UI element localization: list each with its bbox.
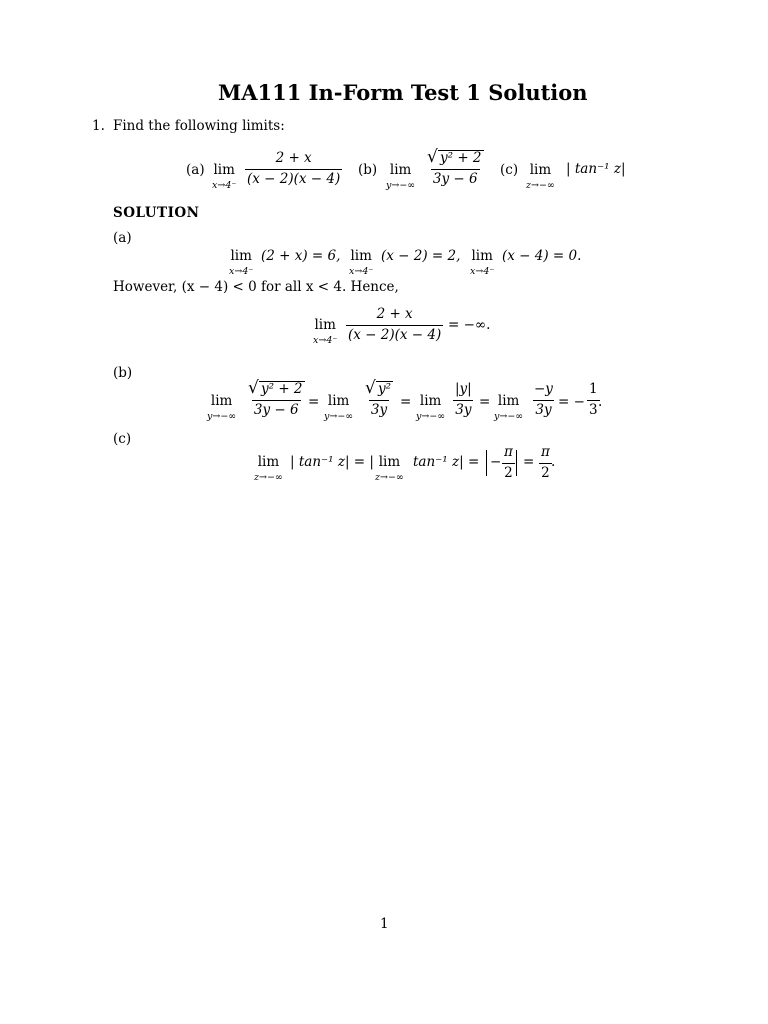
denominator: 3y — [455, 401, 472, 418]
part-b-label: (b) — [358, 162, 378, 178]
lim-word: lim — [257, 454, 280, 470]
limit-a3 — [470, 250, 494, 276]
lim-subscript: z→−∞ — [526, 179, 555, 191]
denominator: 3y − 6 — [253, 401, 299, 418]
limit-a1-expr: (2 + x) = 6, — [261, 248, 341, 264]
lim-subscript: x→4⁻ — [229, 265, 254, 277]
solution-c-label: (c) — [113, 431, 132, 447]
limit-a2-expr: (x − 2) = 2, — [381, 248, 461, 264]
denominator: 2 — [504, 464, 513, 481]
denominator: 3y — [370, 401, 388, 418]
fraction-b — [425, 147, 486, 187]
lim-word: lim — [314, 317, 336, 333]
numerator: π — [504, 444, 513, 460]
sqrt-symbol: √ — [365, 378, 376, 398]
lim-subscript: x→4⁻ — [313, 334, 338, 346]
lim-word: lim — [378, 454, 401, 470]
limit-b2 — [324, 395, 353, 421]
lim-word: lim — [210, 393, 233, 409]
numerator: 2 + x — [376, 306, 413, 322]
limit-b1 — [207, 395, 236, 421]
denominator: 3y − 6 — [432, 170, 478, 187]
lim-word: lim — [350, 248, 372, 264]
solution-a-label: (a) — [113, 230, 132, 246]
expression-c2: tan⁻¹ z| = — [413, 454, 480, 470]
period-b: . — [598, 394, 603, 410]
lim-word: lim — [327, 393, 350, 409]
numerator: 1 — [589, 381, 598, 397]
denominator: (x − 2)(x − 4) — [348, 326, 442, 343]
numerator — [363, 378, 395, 400]
expression-c: | tan⁻¹ z| — [566, 161, 626, 177]
period-c: . — [551, 454, 556, 470]
limit-a1 — [229, 250, 253, 276]
expression-c1: | tan⁻¹ z| = | — [290, 454, 374, 470]
solution-heading: SOLUTION — [113, 205, 200, 221]
fraction-b1 — [246, 378, 307, 418]
limit-a — [212, 164, 236, 190]
page-title: MA111 In-Form Test 1 Solution — [218, 80, 588, 105]
lim-subscript: x→4⁻ — [349, 265, 374, 277]
numerator: 2 + x — [275, 150, 312, 166]
equals-1: = — [308, 394, 320, 410]
lim-subscript: y→−∞ — [416, 410, 446, 422]
lim-word: lim — [389, 162, 412, 178]
lim-subscript: y→−∞ — [207, 410, 237, 422]
fraction-c1 — [502, 446, 515, 480]
fraction-a — [245, 152, 342, 186]
solution-b-label: (b) — [113, 365, 133, 381]
equals-2: = — [400, 394, 412, 410]
page-number: 1 — [380, 916, 389, 932]
numerator: |y| — [455, 381, 472, 397]
minus-sign: − — [490, 454, 502, 470]
lim-subscript: x→4⁻ — [470, 265, 495, 277]
numerator: −y — [534, 381, 553, 397]
however-text: However, (x − 4) < 0 for all x < 4. Hence, — [113, 279, 399, 295]
problem-instruction: Find the following limits: — [113, 118, 285, 134]
lim-subscript: x→4⁻ — [212, 179, 237, 191]
numerator — [425, 147, 486, 169]
part-c-label: (c) — [500, 162, 519, 178]
equals-neg: = − — [558, 394, 585, 410]
fraction-b4 — [532, 383, 555, 417]
fraction-c2 — [539, 446, 552, 480]
lim-word: lim — [419, 393, 442, 409]
lim-word: lim — [529, 162, 552, 178]
equals-c: = — [523, 454, 535, 470]
equals-3: = — [479, 394, 491, 410]
problem-number: 1. — [92, 118, 105, 134]
denominator: 3y — [535, 401, 552, 418]
lim-subscript: y→−∞ — [324, 410, 354, 422]
limit-b — [386, 164, 415, 190]
limit-c1 — [254, 456, 283, 482]
limit-a2 — [349, 250, 373, 276]
radicand: y² — [378, 381, 392, 397]
radicand: y² + 2 — [261, 381, 303, 397]
denominator: 3 — [589, 401, 598, 418]
fraction-a-final — [346, 308, 443, 342]
result-a: = −∞. — [448, 317, 491, 333]
sqrt-symbol: √ — [248, 378, 259, 398]
limit-c — [526, 164, 555, 190]
lim-subscript: y→−∞ — [386, 179, 416, 191]
lim-subscript: y→−∞ — [494, 410, 524, 422]
limit-b4 — [494, 395, 523, 421]
part-a-label: (a) — [186, 162, 205, 178]
limit-c2 — [375, 456, 404, 482]
fraction-b2 — [363, 378, 395, 418]
numerator: π — [541, 444, 550, 460]
limit-a3-expr: (x − 4) = 0. — [502, 248, 582, 264]
lim-word: lim — [497, 393, 520, 409]
denominator: (x − 2)(x − 4) — [247, 170, 341, 187]
numerator — [246, 378, 307, 400]
lim-word: lim — [213, 162, 235, 178]
lim-word: lim — [230, 248, 252, 264]
fraction-b3 — [453, 383, 474, 417]
sqrt-symbol: √ y² + 2 — [427, 147, 482, 167]
radicand: y² + 2 — [440, 150, 482, 166]
lim-subscript: z→−∞ — [254, 471, 283, 483]
lim-subscript: z→−∞ — [375, 471, 404, 483]
limit-a-final — [313, 319, 337, 345]
denominator: 2 — [541, 464, 550, 481]
abs-bar-left — [486, 450, 487, 476]
lim-word: lim — [471, 248, 493, 264]
limit-b3 — [416, 395, 445, 421]
abs-bar-right — [516, 450, 517, 476]
